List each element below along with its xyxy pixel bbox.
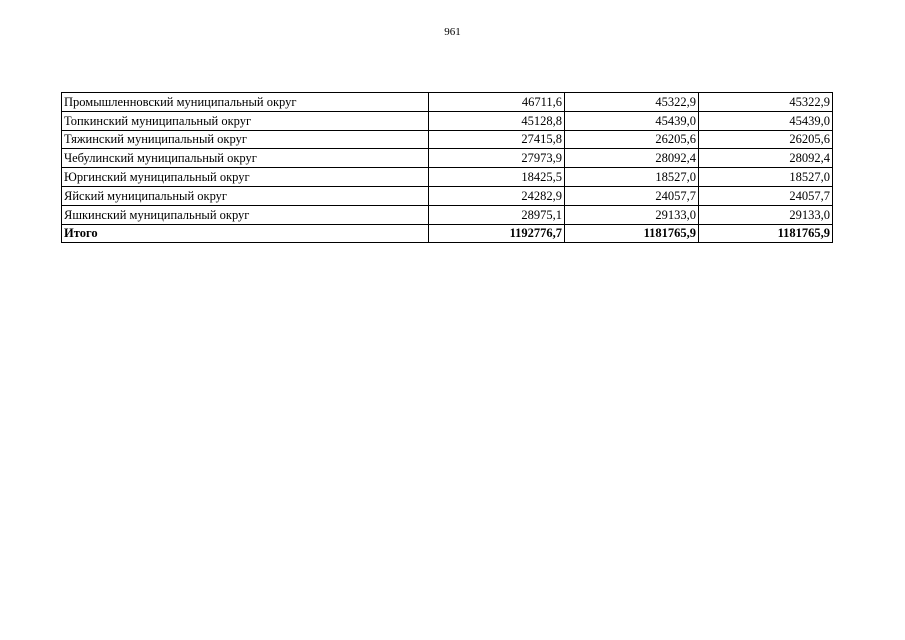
table-row xyxy=(62,130,833,149)
value-cell-1: 28975,1 xyxy=(429,205,565,224)
value-cell-3: 45322,9 xyxy=(699,93,833,112)
table-row xyxy=(62,149,833,168)
district-name: Промышленновский муниципальный округ xyxy=(62,93,429,112)
total-row xyxy=(62,224,833,243)
total-value-2: 1181765,9 xyxy=(565,224,699,243)
district-name: Юргинский муниципальный округ xyxy=(62,168,429,187)
value-cell-3: 18527,0 xyxy=(699,168,833,187)
value-cell-1: 27973,9 xyxy=(429,149,565,168)
district-name: Яйский муниципальный округ xyxy=(62,186,429,205)
value-cell-2: 29133,0 xyxy=(565,205,699,224)
value-cell-2: 26205,6 xyxy=(565,130,699,149)
budget-table xyxy=(61,92,833,243)
district-name: Чебулинский муниципальный округ xyxy=(62,149,429,168)
table-row xyxy=(62,205,833,224)
value-cell-3: 29133,0 xyxy=(699,205,833,224)
table-row xyxy=(62,111,833,130)
value-cell-3: 24057,7 xyxy=(699,186,833,205)
value-cell-2: 45322,9 xyxy=(565,93,699,112)
value-cell-1: 24282,9 xyxy=(429,186,565,205)
value-cell-2: 18527,0 xyxy=(565,168,699,187)
page-number: 961 xyxy=(444,26,461,38)
table-row xyxy=(62,168,833,187)
value-cell-1: 46711,6 xyxy=(429,93,565,112)
district-name: Топкинский муниципальный округ xyxy=(62,111,429,130)
table-row xyxy=(62,93,833,112)
total-label: Итого xyxy=(62,224,429,243)
value-cell-1: 18425,5 xyxy=(429,168,565,187)
total-value-1: 1192776,7 xyxy=(429,224,565,243)
district-name: Тяжинский муниципальный округ xyxy=(62,130,429,149)
value-cell-1: 27415,8 xyxy=(429,130,565,149)
value-cell-1: 45128,8 xyxy=(429,111,565,130)
district-name: Яшкинский муниципальный округ xyxy=(62,205,429,224)
value-cell-2: 45439,0 xyxy=(565,111,699,130)
value-cell-3: 26205,6 xyxy=(699,130,833,149)
table-row xyxy=(62,186,833,205)
total-value-3: 1181765,9 xyxy=(699,224,833,243)
value-cell-3: 45439,0 xyxy=(699,111,833,130)
value-cell-3: 28092,4 xyxy=(699,149,833,168)
value-cell-2: 24057,7 xyxy=(565,186,699,205)
value-cell-2: 28092,4 xyxy=(565,149,699,168)
